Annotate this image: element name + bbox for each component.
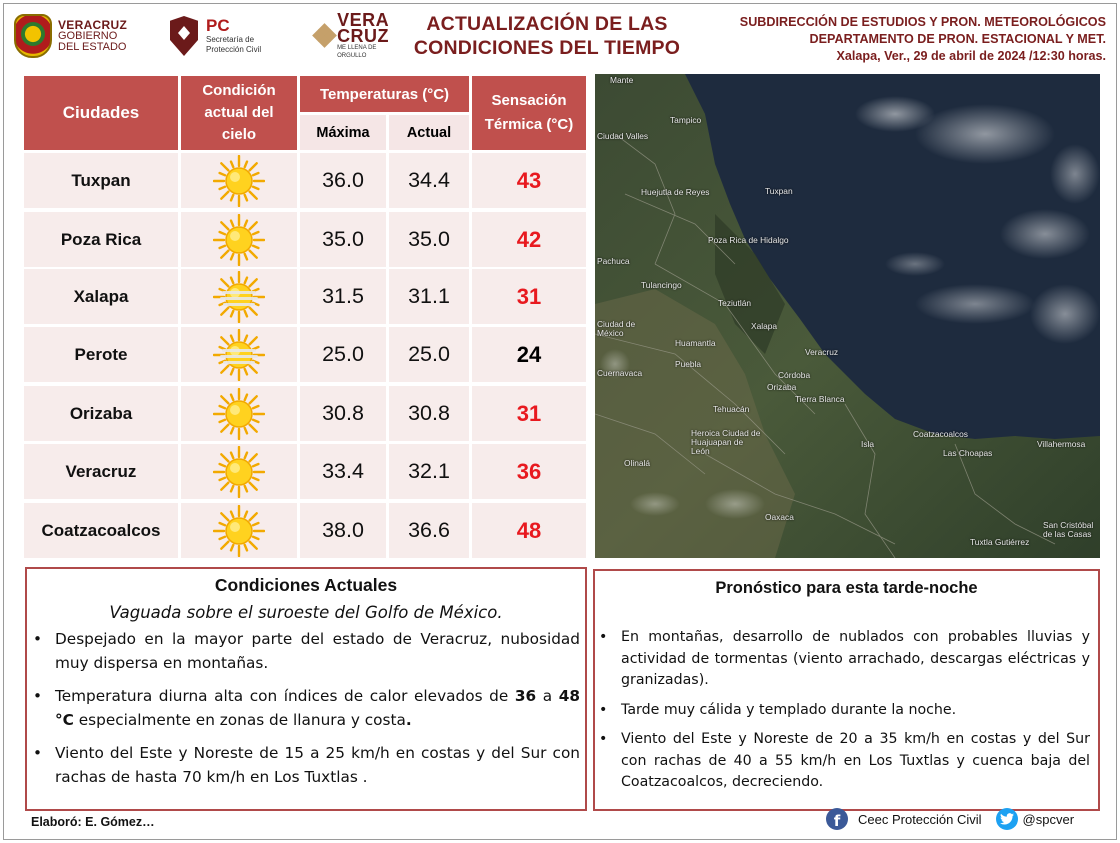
subtitle-line3: Xalapa, Ver., 29 de abril de 2024 /12:30 horas.	[836, 49, 1106, 63]
main-title	[402, 12, 692, 60]
satellite-map	[595, 74, 1100, 558]
map-place-label: Villahermosa	[1037, 439, 1086, 449]
gov-logo-line2: GOBIERNO	[58, 29, 118, 42]
actual-temperature: 35.0	[389, 212, 469, 267]
pc-logo-big: PC	[206, 16, 230, 35]
table-row	[24, 386, 586, 441]
conditions-table	[24, 76, 586, 562]
sunny-icon	[213, 155, 265, 207]
sunny-icon	[213, 446, 265, 498]
map-place-label: Córdoba	[778, 370, 811, 380]
sky-condition-cell	[181, 212, 297, 267]
max-temperature: 36.0	[300, 153, 386, 208]
city-name: Xalapa	[24, 269, 178, 324]
subtitle-line1: SUBDIRECCIÓN DE ESTUDIOS Y PRON. METEOROLÓGICOS	[739, 15, 1106, 29]
veracruz-government-logo	[14, 8, 164, 64]
title-line2: CONDICIONES DEL TIEMPO	[413, 37, 681, 59]
current-conditions-title: Condiciones Actuales	[214, 575, 398, 595]
table-row	[24, 503, 586, 558]
table-row	[24, 327, 586, 382]
gov-logo-line1: VERACRUZ	[58, 17, 128, 32]
veracruz-diamond-icon	[314, 25, 333, 47]
map-place-label: Tehuacán	[713, 404, 750, 414]
map-place-label: Heroica Ciudad de Huajuapan de León	[691, 428, 761, 456]
map-place-label: Tuxtla Gutiérrez	[970, 537, 1030, 547]
current-bullet-3: • Viento del Este y Noreste de 15 a 25 km/h en costas y del Sur con rachas de hasta 70 km/h en Los Tuxtlas .	[55, 742, 580, 789]
department-subtitle	[686, 14, 1106, 65]
thermal-sensation: 43	[472, 153, 586, 208]
thermal-sensation: 48	[472, 503, 586, 558]
map-place-label: Orizaba	[767, 382, 797, 392]
map-place-label: Ciudad de México	[597, 319, 636, 338]
pc-logo-line2: Protección Civil	[206, 45, 262, 54]
header-sky-line2: actual del	[204, 104, 274, 121]
social-links	[826, 808, 1074, 830]
sky-condition-cell	[181, 327, 297, 382]
map-place-label: Tulancingo	[641, 280, 682, 290]
current-conditions-subtitle: Vaguada sobre el suroeste del Golfo de México.	[109, 603, 503, 622]
actual-temperature: 36.6	[389, 503, 469, 558]
header-sky	[181, 76, 297, 150]
map-place-label: Teziutlán	[718, 298, 752, 308]
title-line1: ACTUALIZACIÓN DE LAS	[426, 13, 668, 35]
thermal-sensation: 24	[472, 327, 586, 382]
sky-condition-cell	[181, 444, 297, 499]
map-place-label: Huamantla	[675, 338, 716, 348]
map-place-label: San Cristóbal de las Casas	[1043, 520, 1094, 539]
vc-logo-line1: VERA	[337, 10, 390, 30]
forecast-bullet-3: • Viento del Este y Noreste de 20 a 35 km/h en costas y del Sur con rachas de 40 a 55 km/h en Los Tuxtlas y cuenca baja del Coatzacoalcos, decreciendo.	[621, 729, 1090, 794]
forecast-bullet-1: • En montañas, desarrollo de nublados con probables lluvias y actividad de tormentas (viento arrachado, descargas eléctricas y granizadas).	[621, 627, 1090, 692]
table-row	[24, 153, 586, 208]
header-sky-line1: Condición	[202, 82, 276, 99]
forecast-list	[595, 627, 1098, 794]
sky-condition-cell	[181, 503, 297, 558]
hazy-sun-icon	[213, 329, 265, 381]
header-sens-line1: Sensación	[491, 92, 567, 109]
actual-temperature: 34.4	[389, 153, 469, 208]
map-place-label: Tampico	[670, 115, 702, 125]
max-temperature: 30.8	[300, 386, 386, 441]
map-place-label: Veracruz	[805, 347, 839, 357]
table-row	[24, 269, 586, 324]
thermal-sensation: 31	[472, 386, 586, 441]
current-bullet-2-f: .	[405, 710, 412, 729]
author-credit: Elaboró: E. Gómez…	[31, 815, 155, 829]
city-name: Perote	[24, 327, 178, 382]
satellite-map-graphic	[595, 74, 1100, 558]
city-name: Poza Rica	[24, 212, 178, 267]
header-temperatures: Temperaturas (°C)	[300, 76, 469, 112]
actual-temperature: 25.0	[389, 327, 469, 382]
header-logos	[14, 8, 398, 64]
max-temperature: 25.0	[300, 327, 386, 382]
max-temperature: 35.0	[300, 212, 386, 267]
veracruz-seal-icon	[14, 14, 52, 58]
twitter-link[interactable]: @spcver	[1022, 811, 1075, 827]
city-name: Tuxpan	[24, 153, 178, 208]
forecast-bullet-2: • Tarde muy cálida y templado durante la noche.	[621, 700, 1090, 722]
map-place-label: Huejutla de Reyes	[641, 187, 710, 197]
twitter-icon[interactable]	[996, 808, 1018, 830]
header-actual: Actual	[389, 115, 469, 150]
map-place-label: Xalapa	[751, 321, 778, 331]
map-place-label: Tierra Blanca	[795, 394, 845, 404]
sky-condition-cell	[181, 269, 297, 324]
current-bullet-2	[55, 685, 580, 732]
thermal-sensation: 36	[472, 444, 586, 499]
map-place-label: Coatzacoalcos	[913, 429, 968, 439]
city-name: Coatzacoalcos	[24, 503, 178, 558]
pc-logo-line1: Secretaría de	[206, 35, 255, 44]
map-place-label: Oaxaca	[765, 512, 794, 522]
current-conditions-list	[27, 628, 585, 789]
map-place-label: Poza Rica de Hidalgo	[708, 235, 789, 245]
current-bullet-2-a: Temperatura diurna alta con índices de calor elevados de	[55, 687, 515, 705]
sunny-icon	[213, 388, 265, 440]
current-bullet-2-e: especialmente en zonas de llanura y costa	[73, 710, 406, 729]
max-temperature: 31.5	[300, 269, 386, 324]
hazy-sun-icon	[213, 271, 265, 323]
gov-logo-line3: DEL ESTADO	[58, 40, 127, 53]
map-place-label: Puebla	[675, 359, 702, 369]
current-bullet-2-d: 48 °C	[55, 687, 580, 729]
city-name: Orizaba	[24, 386, 178, 441]
actual-temperature: 30.8	[389, 386, 469, 441]
current-bullet-2-b: 36	[514, 687, 537, 705]
header-sensation	[472, 76, 586, 150]
pc-shield-icon	[170, 16, 198, 56]
header-max: Máxima	[300, 115, 386, 150]
subtitle-line2: DEPARTAMENTO DE PRON. ESTACIONAL Y MET.	[809, 32, 1106, 46]
thermal-sensation: 31	[472, 269, 586, 324]
map-place-label: Cuernavaca	[597, 368, 643, 378]
table-row	[24, 444, 586, 499]
map-place-label: Las Choapas	[943, 448, 993, 458]
header-sky-line3: cielo	[221, 126, 257, 143]
sunny-icon	[213, 214, 265, 266]
facebook-link[interactable]: Ceec Protección Civil	[858, 811, 982, 827]
map-place-label: Isla	[861, 439, 875, 449]
actual-temperature: 32.1	[389, 444, 469, 499]
city-name: Veracruz	[24, 444, 178, 499]
max-temperature: 38.0	[300, 503, 386, 558]
thermal-sensation: 42	[472, 212, 586, 267]
proteccion-civil-logo	[170, 8, 308, 64]
current-bullet-1: • Despejado en la mayor parte del estado de Veracruz, nubosidad muy dispersa en montañas.	[55, 628, 580, 675]
facebook-icon[interactable]: f	[826, 808, 848, 830]
current-conditions-box	[25, 567, 587, 811]
veracruz-brand-logo	[314, 8, 398, 64]
vc-logo-line2: CRUZ	[337, 26, 390, 46]
header-sens-line2: Térmica (°C)	[484, 116, 574, 133]
sky-condition-cell	[181, 386, 297, 441]
current-bullet-2-c: a	[536, 687, 559, 705]
sky-condition-cell	[181, 153, 297, 208]
header-cities: Ciudades	[24, 76, 178, 150]
actual-temperature: 31.1	[389, 269, 469, 324]
sunny-icon	[213, 505, 265, 557]
map-place-label: Tuxpan	[765, 186, 793, 196]
max-temperature: 33.4	[300, 444, 386, 499]
map-place-label: Ciudad Valles	[597, 131, 649, 141]
map-place-label: Pachuca	[597, 256, 630, 266]
map-place-label: Mante	[610, 75, 634, 85]
vc-logo-slogan: ME LLENA DE ORGULLO	[337, 45, 377, 59]
table-row	[24, 212, 586, 267]
forecast-box	[593, 569, 1100, 811]
forecast-title: Pronóstico para esta tarde-noche	[715, 579, 978, 597]
map-place-label: Olinalá	[624, 458, 651, 468]
